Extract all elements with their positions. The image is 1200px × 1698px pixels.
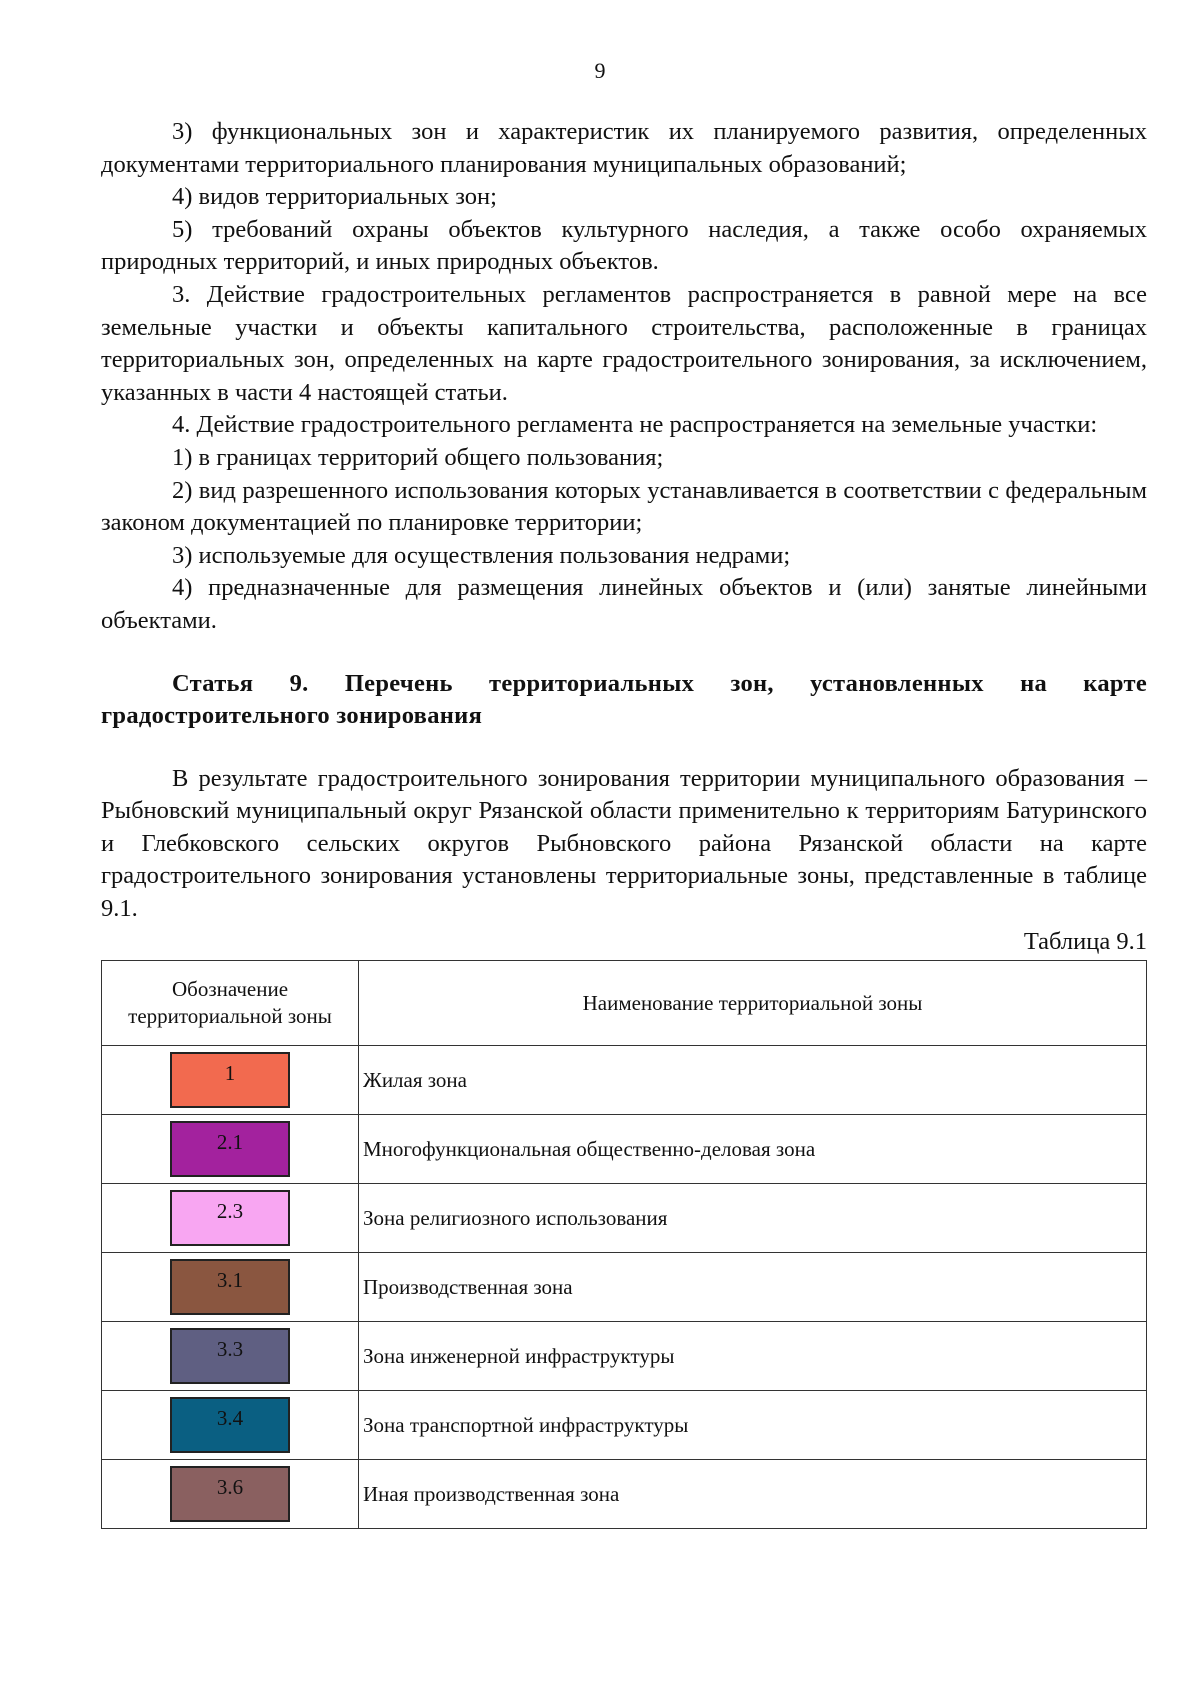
zone-code-cell: [102, 1115, 359, 1184]
zone-swatch: 2.1: [170, 1121, 290, 1177]
zone-swatch: 3.4: [170, 1397, 290, 1453]
zone-code-cell: [102, 1391, 359, 1460]
zone-code-cell: [102, 1460, 359, 1529]
zone-name: Иная производственная зона: [359, 1460, 1147, 1529]
zone-name: Многофункциональная общественно-деловая зона: [359, 1115, 1147, 1184]
spacer: [101, 733, 1147, 763]
zone-code-cell: [102, 1046, 359, 1115]
zone-swatch: 3.3: [170, 1328, 290, 1384]
paragraph: 3) функциональных зон и характеристик их планируемого развития, определенных документами территориального планирования муниципальных образований;: [101, 118, 1147, 178]
table-row: [102, 1046, 1147, 1115]
zone-name: Производственная зона: [359, 1253, 1147, 1322]
table-caption: Таблица 9.1: [1023, 927, 1147, 955]
zone-name: Жилая зона: [359, 1046, 1147, 1115]
paragraph: 1) в границах территорий общего пользования;: [172, 443, 664, 471]
paragraph: 4. Действие градостроительного регламента не распространяется на земельные участки:: [172, 411, 1098, 439]
zone-name: Зона религиозного использования: [359, 1184, 1147, 1253]
table-header-row: [102, 961, 1147, 1046]
zone-swatch: 1: [170, 1052, 290, 1108]
table-row: [102, 1253, 1147, 1322]
paragraph: 5) требований охраны объектов культурного наследия, а также особо охраняемых природных территорий, и иных природных объектов.: [101, 215, 1147, 276]
zone-code-cell: [102, 1253, 359, 1322]
header-name: Наименование территориальной зоны: [359, 961, 1147, 1046]
paragraph: 2) вид разрешенного использования которых устанавливается в соответствии с федеральным законом документацией по планировке территории;: [101, 476, 1147, 537]
paragraph: 3) используемые для осуществления пользования недрами;: [172, 541, 791, 569]
zones-table: [101, 960, 1147, 1529]
paragraph: 3. Действие градостроительных регламентов распространяется в равной мере на все земельные участки и объекты капитального строительства, расположенные в границах территориальных зон, определенных на карте градостроительного зонирования, за исключением, указанных в части 4 настоящей статьи.: [101, 280, 1147, 406]
table-row: [102, 1184, 1147, 1253]
zone-name: Зона инженерной инфраструктуры: [359, 1322, 1147, 1391]
table-row: [102, 1322, 1147, 1391]
zone-name: Зона транспортной инфраструктуры: [359, 1391, 1147, 1460]
zone-swatch: 3.6: [170, 1466, 290, 1522]
zone-code-cell: [102, 1322, 359, 1391]
article-heading: Статья 9. Перечень территориальных зон, установленных на карте градостроительного зонирования: [101, 669, 1147, 730]
zone-swatch: 2.3: [170, 1190, 290, 1246]
zone-swatch: 3.1: [170, 1259, 290, 1315]
table-row: [102, 1460, 1147, 1529]
page-number: 9: [594, 58, 606, 83]
paragraph: 4) видов территориальных зон;: [172, 183, 497, 211]
paragraph: 4) предназначенные для размещения линейных объектов и (или) занятые линейными объектами.: [101, 574, 1147, 634]
zone-code-cell: [102, 1184, 359, 1253]
header-code: Обозначение территориальной зоны: [102, 961, 359, 1046]
table-row: [102, 1391, 1147, 1460]
document-body: [101, 116, 1147, 1529]
article-intro: В результате градостроительного зонирования территории муниципального образования – Рыбновский муниципальный округ Рязанской области применительно к территориям Батуринского и Глебковского сельских округов Рыбновского района Рязанской области на карте градостроительного зонирования установлены территориальные зоны, представленные в таблице 9.1.: [101, 764, 1147, 923]
table-row: [102, 1115, 1147, 1184]
